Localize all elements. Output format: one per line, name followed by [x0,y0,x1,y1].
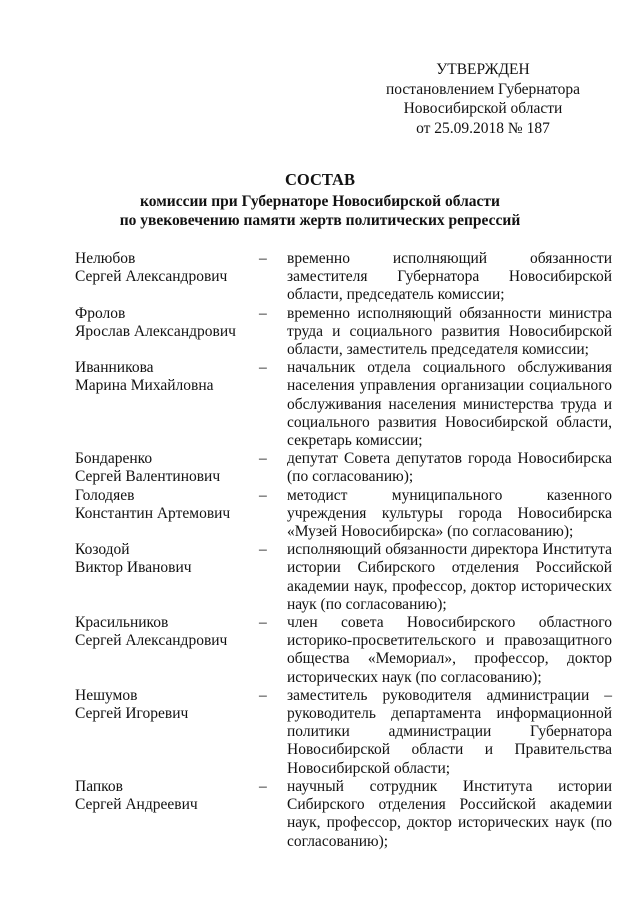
member-name [75,305,255,360]
approval-stamp [386,60,580,138]
member-name [75,541,255,614]
member-given-names: Константин Артемович [75,504,231,522]
member-row [75,687,612,778]
member-role: заместитель руководителя администрации – руководитель департамента информационной политики администрации Губернатора Новосибирской области и Правительства Новосибирской области; [287,686,612,777]
member-row [75,778,612,851]
member-role: начальник отдела социального обслуживания населения управления организации социального обслуживания населения министерства труда и социального развития Новосибирской области, секретарь комиссии; [287,359,612,450]
member-given-names: Сергей Андреевич [75,796,198,814]
member-role: методист муниципального казенного учреждения культуры города Новосибирска «Музей Новосибирска» (по согласованию); [287,486,612,541]
member-row [75,541,612,614]
member-given-names: Сергей Александрович [75,632,228,650]
member-surname: Бондаренко [75,450,153,468]
member-name [75,250,255,305]
approval-line-approved: УТВЕРЖДЕН [436,61,530,78]
member-given-names: Виктор Иванович [75,559,192,577]
member-given-names: Марина Михайловна [75,377,214,395]
member-role: научный сотрудник Института истории Сибирского отделения Российской академии наук, профессор, доктор исторических наук (по согласованию); [287,777,612,850]
member-dash: – [259,359,267,377]
member-given-names: Сергей Игоревич [75,705,189,723]
approval-line-date-number: от 25.09.2018 № 187 [416,119,550,137]
member-name [75,687,255,778]
approval-line-region: Новосибирской области [403,100,563,117]
member-row [75,450,612,486]
member-dash: – [259,614,267,632]
title-line-purpose: по увековечению памяти жертв политических репрессий [119,212,521,229]
member-name [75,487,255,542]
member-given-names: Сергей Александрович [75,268,228,286]
member-name [75,450,255,486]
member-dash: – [259,450,267,468]
member-given-names: Сергей Валентинович [75,468,221,486]
member-given-names: Ярослав Александрович [75,322,236,340]
member-dash: – [259,541,267,559]
member-dash: – [259,486,267,504]
document-title [60,170,580,230]
member-row [75,305,612,360]
member-role: депутат Совета депутатов города Новосибирска (по согласованию); [287,450,612,486]
member-role: временно исполняющий обязанности заместителя Губернатора Новосибирской области, председатель комиссии; [287,250,612,304]
member-dash: – [259,304,267,322]
member-surname: Нешумов [75,686,138,704]
member-dash: – [259,777,267,795]
member-surname: Фролов [75,304,126,322]
member-role: член совета Новосибирского областного историко-просветительского и правозащитного общества «Мемориал», профессор, доктор исторических наук (по согласованию); [287,614,612,686]
member-dash: – [259,250,267,267]
member-role: временно исполняющий обязанности министра труда и социального развития Новосибирской области, заместитель председателя комиссии; [287,304,612,359]
member-surname: Нелюбов [75,250,136,267]
member-name [75,359,255,450]
member-row [75,250,612,305]
member-surname: Папков [75,777,123,795]
member-name [75,614,255,687]
members-list [75,250,612,851]
member-row [75,487,612,542]
member-surname: Козодой [75,541,130,559]
member-surname: Голодяев [75,486,135,504]
title-line-commission: комиссии при Губернаторе Новосибирской области [140,193,500,210]
member-surname: Иванникова [75,359,154,377]
member-row [75,614,612,687]
approval-line-by-decree: постановлением Губернатора [385,80,580,98]
member-role: исполняющий обязанности директора Института истории Сибирского отделения Российской академии наук, профессор, доктор исторических наук (по согласованию); [287,541,612,613]
member-surname: Красильников [75,614,169,632]
title-main: СОСТАВ [285,170,355,189]
member-row [75,359,612,450]
member-name [75,778,255,851]
member-dash: – [259,686,267,704]
